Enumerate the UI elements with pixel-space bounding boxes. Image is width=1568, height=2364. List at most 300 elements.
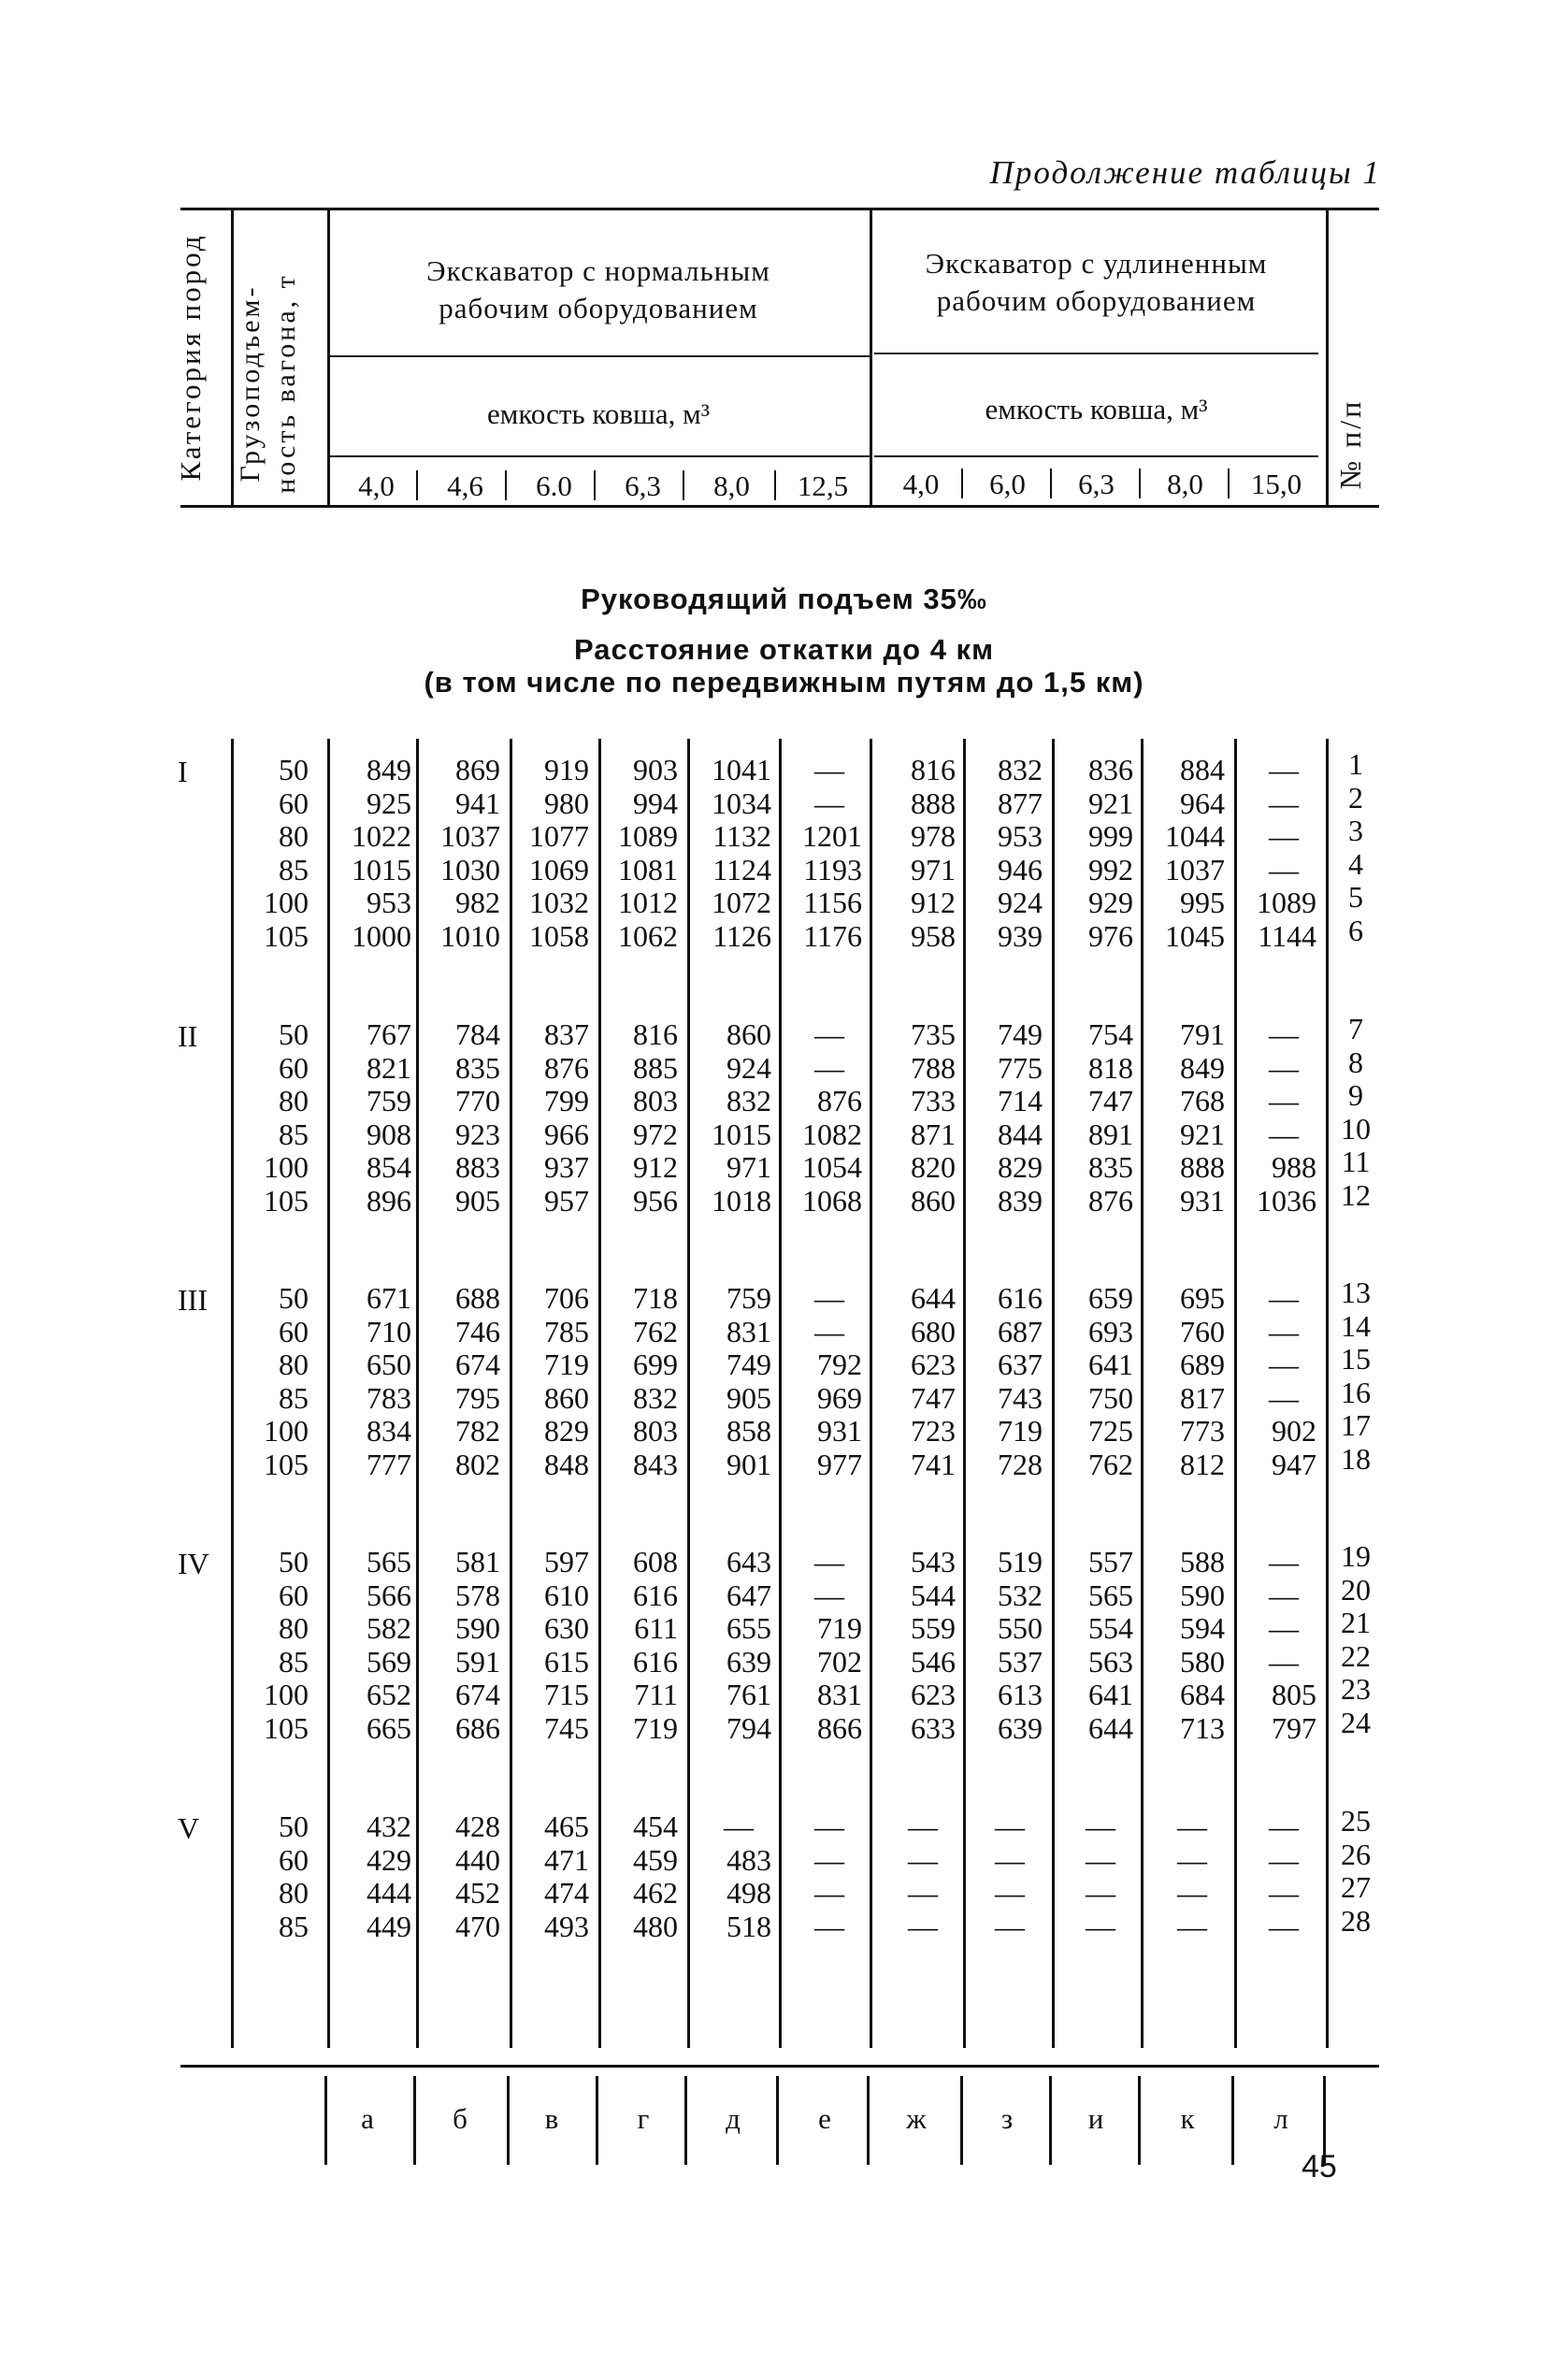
col-e-cell: 702: [817, 1644, 862, 1679]
col-d-cell: 832: [726, 1084, 771, 1118]
capacity-cell: 60: [279, 1050, 309, 1085]
col-d-cell: —: [724, 1809, 754, 1843]
col-b-cell: 440: [455, 1842, 500, 1877]
col-i-cell: 750: [1088, 1380, 1133, 1415]
col-d-cell: 1072: [712, 886, 771, 920]
col-a-cell: 854: [367, 1150, 411, 1185]
col-l-cell: —: [1269, 1545, 1299, 1578]
col-a-cell: 671: [367, 1281, 411, 1315]
col-a-cell: 444: [367, 1876, 411, 1910]
col-l-cell: —: [1269, 1842, 1299, 1877]
col-k-cell: 689: [1180, 1348, 1225, 1382]
row-index-cell: 11: [1341, 1145, 1371, 1179]
capacity-header: Грузоподъем- ность вагона, т: [235, 273, 301, 494]
col-e-cell: —: [814, 1545, 844, 1578]
col-k-cell: 791: [1180, 1017, 1225, 1051]
col-b-cell: 770: [455, 1084, 500, 1118]
letter-separator: [413, 2076, 416, 2165]
col-zh-cell: 733: [911, 1084, 956, 1118]
col-e-cell: 977: [817, 1448, 862, 1481]
col-zh-cell: —: [908, 1842, 938, 1877]
col-k-cell: 1044: [1165, 819, 1225, 854]
col-k-cell: 931: [1180, 1184, 1225, 1218]
letter-separator: [507, 2076, 510, 2165]
col-g-cell: 480: [633, 1909, 678, 1943]
col-v-cell: 1069: [529, 852, 589, 886]
col-d-cell: 643: [726, 1545, 771, 1578]
col-a-cell: 783: [367, 1380, 411, 1415]
col-g-cell: 832: [633, 1380, 678, 1415]
size-extended-5: 15,0: [1250, 468, 1302, 500]
col-e-cell: 866: [817, 1711, 862, 1745]
col-e-cell: 1193: [803, 852, 862, 886]
bucket-extended-header: емкость ковша, м³: [985, 393, 1208, 425]
col-b-cell: 802: [455, 1448, 500, 1481]
col-a-cell: 1022: [352, 819, 411, 854]
col-b-cell: 941: [455, 786, 500, 820]
col-z-cell: 687: [998, 1314, 1043, 1348]
col-zh-cell: —: [908, 1909, 938, 1943]
capacity-cell: 85: [279, 852, 309, 886]
header-rule-extended: [874, 353, 1318, 354]
col-k-cell: 580: [1180, 1644, 1225, 1679]
col-i-cell: 929: [1088, 886, 1133, 920]
col-i-cell: 891: [1088, 1117, 1133, 1151]
letter-separator: [324, 2076, 327, 2165]
col-e-cell: —: [814, 1578, 844, 1612]
col-g-cell: 1062: [618, 919, 678, 953]
col-i-cell: 659: [1088, 1281, 1133, 1315]
col-l-cell: —: [1269, 1809, 1299, 1843]
col-z-cell: 616: [998, 1281, 1043, 1315]
row-index-cell: 2: [1348, 780, 1363, 814]
col-z-cell: 839: [998, 1184, 1043, 1218]
col-v-cell: 715: [544, 1678, 589, 1712]
header-vrule-4: [1326, 208, 1329, 507]
col-i-cell: —: [1086, 1876, 1115, 1910]
col-b-cell: 1037: [440, 819, 500, 854]
row-index-cell: 24: [1341, 1706, 1371, 1739]
capacity-cell: 50: [279, 1281, 309, 1315]
col-l-cell: 947: [1272, 1448, 1316, 1481]
col-v-cell: 1058: [529, 919, 589, 953]
col-b-cell: 835: [455, 1050, 500, 1085]
letter-separator: [1231, 2076, 1234, 2165]
col-zh-cell: 559: [911, 1611, 956, 1646]
col-b-cell: 688: [455, 1281, 500, 1315]
col-a-cell: 767: [367, 1017, 411, 1051]
col-g-cell: 718: [633, 1281, 678, 1315]
col-v-cell: 615: [544, 1644, 589, 1679]
row-index-cell: 19: [1341, 1539, 1371, 1573]
col-zh-cell: 735: [911, 1017, 956, 1051]
col-i-cell: —: [1086, 1809, 1115, 1843]
col-e-cell: 1054: [802, 1150, 862, 1185]
col-d-cell: 749: [726, 1348, 771, 1382]
col-i-cell: 557: [1088, 1545, 1133, 1578]
col-g-cell: 803: [633, 1414, 678, 1449]
col-z-cell: 714: [998, 1084, 1043, 1118]
footer-rule: [180, 2065, 1379, 2068]
col-v-cell: 1077: [529, 819, 589, 854]
col-e-cell: —: [814, 1876, 844, 1910]
row-index-cell: 6: [1348, 914, 1363, 947]
col-k-cell: 760: [1180, 1314, 1225, 1348]
col-g-cell: 462: [633, 1876, 678, 1910]
col-v-cell: 719: [544, 1348, 589, 1382]
col-zh-cell: 958: [911, 919, 956, 953]
col-l-cell: 988: [1272, 1150, 1316, 1185]
col-z-cell: —: [995, 1809, 1025, 1843]
col-v-cell: 785: [544, 1314, 589, 1348]
size-normal-3: 6.0: [536, 469, 572, 502]
col-l-cell: —: [1269, 1281, 1299, 1315]
col-l-cell: —: [1269, 1117, 1299, 1151]
size-sep: [594, 470, 596, 500]
row-index-cell: 12: [1341, 1178, 1371, 1212]
col-zh-cell: 747: [911, 1380, 956, 1415]
column-letter: л: [1273, 2102, 1288, 2135]
col-b-cell: 1030: [440, 852, 500, 886]
capacity-cell: 80: [279, 1348, 309, 1382]
col-d-cell: 860: [726, 1017, 771, 1051]
col-zh-cell: 644: [911, 1281, 956, 1315]
header-rule-normal: [327, 355, 870, 357]
col-e-cell: 969: [817, 1380, 862, 1415]
col-v-cell: 957: [544, 1184, 589, 1218]
col-zh-cell: 788: [911, 1050, 956, 1085]
col-v-cell: 980: [544, 786, 589, 820]
col-d-cell: 1041: [712, 753, 771, 786]
col-l-cell: 902: [1272, 1414, 1316, 1449]
col-l-cell: —: [1269, 1348, 1299, 1382]
col-b-cell: 869: [455, 753, 500, 786]
col-l-cell: —: [1269, 1017, 1299, 1051]
col-e-cell: 876: [817, 1084, 862, 1118]
row-index-cell: 18: [1341, 1442, 1371, 1476]
letter-separator: [960, 2076, 963, 2165]
capacity-cell: 60: [279, 1578, 309, 1612]
col-z-cell: —: [995, 1842, 1025, 1877]
col-a-cell: 569: [367, 1644, 411, 1679]
col-v-cell: 706: [544, 1281, 589, 1315]
col-i-cell: 563: [1088, 1644, 1133, 1679]
col-zh-cell: 871: [911, 1117, 956, 1151]
col-k-cell: —: [1177, 1842, 1207, 1877]
capacity-cell: 100: [264, 1150, 309, 1185]
col-l-cell: —: [1269, 1909, 1299, 1943]
col-d-cell: 1126: [712, 919, 771, 953]
col-a-cell: 821: [367, 1050, 411, 1085]
col-zh-cell: 978: [911, 819, 956, 854]
col-zh-cell: 741: [911, 1448, 956, 1481]
header-bottom-rule: [180, 505, 1379, 508]
col-l-cell: —: [1269, 819, 1299, 854]
col-d-cell: 647: [726, 1578, 771, 1612]
col-z-cell: 877: [998, 786, 1043, 820]
size-normal-1: 4,0: [358, 469, 395, 502]
col-d-cell: 1034: [712, 786, 771, 820]
col-b-cell: 578: [455, 1578, 500, 1612]
letter-separator: [684, 2076, 687, 2165]
col-l-cell: —: [1269, 786, 1299, 820]
row-index-cell: 27: [1341, 1870, 1371, 1905]
col-i-cell: 754: [1088, 1017, 1133, 1051]
capacity-cell: 50: [279, 1017, 309, 1051]
col-z-cell: 829: [998, 1150, 1043, 1185]
col-l-cell: —: [1269, 1314, 1299, 1348]
col-zh-cell: —: [908, 1809, 938, 1843]
column-letter: а: [361, 2102, 374, 2135]
col-a-cell: 896: [367, 1184, 411, 1218]
col-a-cell: 710: [367, 1314, 411, 1348]
col-zh-cell: 723: [911, 1414, 956, 1449]
col-z-cell: —: [995, 1876, 1025, 1910]
col-g-cell: 816: [633, 1017, 678, 1051]
col-d-cell: 794: [726, 1711, 771, 1745]
col-b-cell: 674: [455, 1678, 500, 1712]
col-b-cell: 905: [455, 1184, 500, 1218]
col-z-cell: 613: [998, 1678, 1043, 1712]
size-extended-4: 8,0: [1167, 468, 1203, 500]
col-l-cell: 797: [1272, 1711, 1316, 1745]
col-k-cell: 1037: [1165, 852, 1225, 886]
col-a-cell: 759: [367, 1084, 411, 1118]
col-z-cell: 728: [998, 1448, 1043, 1481]
col-e-cell: 831: [817, 1678, 862, 1712]
col-v-cell: 1032: [529, 886, 589, 920]
col-e-cell: —: [814, 753, 844, 786]
col-b-cell: 923: [455, 1117, 500, 1151]
col-z-cell: 953: [998, 819, 1043, 854]
col-i-cell: 835: [1088, 1150, 1133, 1185]
col-b-cell: 470: [455, 1909, 500, 1943]
col-b-cell: 883: [455, 1150, 500, 1185]
col-z-cell: 775: [998, 1050, 1043, 1085]
header-vrule-3: [870, 208, 872, 507]
col-i-cell: 554: [1088, 1611, 1133, 1646]
col-zh-cell: 633: [911, 1711, 956, 1745]
col-a-cell: 834: [367, 1414, 411, 1449]
col-z-cell: 844: [998, 1117, 1043, 1151]
row-index-cell: 16: [1341, 1375, 1371, 1409]
col-g-cell: 1012: [618, 886, 678, 920]
col-i-cell: 641: [1088, 1348, 1133, 1382]
size-extended-1: 4,0: [902, 468, 940, 500]
row-index-cell: 5: [1348, 880, 1363, 915]
col-i-cell: 747: [1088, 1084, 1133, 1118]
capacity-cell: 85: [279, 1909, 309, 1943]
col-v-cell: 799: [544, 1084, 589, 1118]
size-sep: [683, 470, 684, 500]
col-e-cell: 1068: [802, 1184, 862, 1218]
column-letter: г: [637, 2102, 650, 2135]
col-z-cell: 537: [998, 1644, 1043, 1679]
letter-separator: [596, 2076, 598, 2165]
capacity-cell: 80: [279, 1611, 309, 1646]
col-k-cell: 849: [1180, 1050, 1225, 1085]
capacity-cell: 50: [279, 1809, 309, 1843]
col-a-cell: 665: [367, 1711, 411, 1745]
col-v-cell: 630: [544, 1611, 589, 1646]
col-zh-cell: 860: [911, 1184, 956, 1218]
col-e-cell: 1082: [802, 1117, 862, 1151]
col-k-cell: 768: [1180, 1084, 1225, 1118]
col-g-cell: 843: [633, 1448, 678, 1481]
capacity-cell: 60: [279, 1842, 309, 1877]
col-d-cell: 759: [726, 1281, 771, 1315]
capacity-cell: 80: [279, 819, 309, 854]
continuation-caption: Продолжение таблицы 1: [989, 154, 1381, 191]
col-l-cell: —: [1269, 1084, 1299, 1118]
col-v-cell: 919: [544, 753, 589, 786]
category-label: II: [178, 1019, 198, 1053]
col-v-cell: 876: [544, 1050, 589, 1085]
col-l-cell: 805: [1272, 1678, 1316, 1712]
col-e-cell: —: [814, 1842, 844, 1877]
col-g-cell: 1089: [618, 819, 678, 854]
header-vrule-2: [327, 208, 330, 507]
row-index-cell: 1: [1348, 747, 1363, 781]
col-b-cell: 452: [455, 1876, 500, 1910]
col-v-cell: 474: [544, 1876, 589, 1910]
col-e-cell: 931: [817, 1414, 862, 1449]
capacity-cell: 80: [279, 1876, 309, 1910]
size-sep: [1139, 468, 1141, 498]
col-k-cell: 713: [1180, 1711, 1225, 1745]
col-zh-cell: 680: [911, 1314, 956, 1348]
size-sep: [774, 470, 776, 500]
col-a-cell: 566: [367, 1578, 411, 1612]
col-g-cell: 762: [633, 1314, 678, 1348]
col-a-cell: 1000: [352, 919, 411, 953]
col-d-cell: 483: [726, 1842, 771, 1877]
col-b-cell: 581: [455, 1545, 500, 1578]
col-g-cell: 611: [634, 1611, 678, 1646]
col-e-cell: 1156: [803, 886, 862, 920]
row-index-cell: 28: [1341, 1903, 1371, 1938]
capacity-cell: 80: [279, 1084, 309, 1118]
col-k-cell: 884: [1180, 753, 1225, 786]
size-normal-5: 8,0: [713, 469, 750, 502]
size-sep: [416, 470, 418, 500]
col-b-cell: 590: [455, 1611, 500, 1646]
col-v-cell: 937: [544, 1150, 589, 1185]
col-g-cell: 903: [633, 753, 678, 786]
col-k-cell: 1045: [1165, 919, 1225, 953]
col-l-cell: —: [1269, 1380, 1299, 1415]
col-z-cell: 637: [998, 1348, 1043, 1382]
row-index-cell: 14: [1341, 1308, 1371, 1343]
column-letter: б: [453, 2102, 468, 2135]
col-zh-cell: 816: [911, 753, 956, 786]
col-i-cell: 999: [1088, 819, 1133, 854]
col-v-cell: 829: [544, 1414, 589, 1449]
col-b-cell: 746: [455, 1314, 500, 1348]
col-i-cell: 836: [1088, 753, 1133, 786]
col-b-cell: 1010: [440, 919, 500, 953]
capacity-cell: 105: [264, 1448, 309, 1481]
col-k-cell: —: [1177, 1909, 1207, 1943]
col-g-cell: 912: [633, 1150, 678, 1185]
col-k-cell: —: [1177, 1876, 1207, 1910]
col-z-cell: 946: [998, 852, 1043, 886]
size-sep: [505, 470, 507, 500]
row-index-cell: 3: [1348, 814, 1363, 848]
col-a-cell: 925: [367, 786, 411, 820]
col-l-cell: 1036: [1257, 1184, 1316, 1218]
col-v-cell: 465: [544, 1809, 589, 1843]
col-b-cell: 428: [455, 1809, 500, 1843]
col-g-cell: 711: [634, 1678, 678, 1712]
row-index-cell: 20: [1341, 1572, 1371, 1607]
col-b-cell: 795: [455, 1380, 500, 1415]
column-letter: е: [818, 2102, 831, 2135]
col-g-cell: 972: [633, 1117, 678, 1151]
col-d-cell: 924: [726, 1050, 771, 1085]
size-sep: [1228, 468, 1230, 498]
col-d-cell: 639: [726, 1644, 771, 1679]
body-vrule: [1326, 739, 1329, 2048]
col-i-cell: —: [1086, 1842, 1115, 1877]
capacity-cell: 85: [279, 1117, 309, 1151]
column-letter: и: [1087, 2102, 1104, 2135]
col-k-cell: 684: [1180, 1678, 1225, 1712]
col-z-cell: 749: [998, 1017, 1043, 1051]
col-z-cell: 924: [998, 886, 1043, 920]
col-k-cell: 964: [1180, 786, 1225, 820]
col-a-cell: 565: [367, 1545, 411, 1578]
col-k-cell: 888: [1180, 1150, 1225, 1185]
size-extended-3: 6,3: [1078, 468, 1115, 500]
col-d-cell: 655: [726, 1611, 771, 1646]
capacity-cell: 100: [264, 886, 309, 920]
col-e-cell: 1176: [803, 919, 862, 953]
col-a-cell: 582: [367, 1611, 411, 1646]
col-k-cell: 590: [1180, 1578, 1225, 1612]
capacity-cell: 105: [264, 1184, 309, 1218]
column-letter: в: [544, 2102, 559, 2135]
capacity-cell: 85: [279, 1380, 309, 1415]
col-g-cell: 616: [633, 1578, 678, 1612]
col-i-cell: 818: [1088, 1050, 1133, 1085]
col-l-cell: —: [1269, 1050, 1299, 1085]
section-title: Руководящий подъем 35‰: [581, 583, 987, 615]
row-index-cell: 13: [1341, 1276, 1371, 1309]
category-label: V: [178, 1811, 200, 1845]
col-zh-cell: 888: [911, 786, 956, 820]
col-a-cell: 449: [367, 1909, 411, 1943]
capacity-cell: 100: [264, 1414, 309, 1449]
col-d-cell: 831: [726, 1314, 771, 1348]
row-index-cell: 9: [1348, 1078, 1363, 1113]
col-l-cell: —: [1269, 753, 1299, 786]
letter-separator: [867, 2076, 870, 2165]
col-i-cell: 921: [1088, 786, 1133, 820]
capacity-cell: 100: [264, 1678, 309, 1712]
col-a-cell: 429: [367, 1842, 411, 1877]
col-z-cell: —: [995, 1909, 1025, 1943]
letter-separator: [1049, 2076, 1052, 2165]
col-e-cell: 1201: [802, 819, 862, 854]
body-vrule: [231, 739, 234, 2048]
col-i-cell: 762: [1088, 1448, 1133, 1481]
col-d-cell: 761: [726, 1678, 771, 1712]
col-zh-cell: 546: [911, 1644, 956, 1679]
col-a-cell: 849: [367, 753, 411, 786]
row-index-cell: 8: [1348, 1045, 1363, 1079]
col-v-cell: 471: [544, 1842, 589, 1877]
